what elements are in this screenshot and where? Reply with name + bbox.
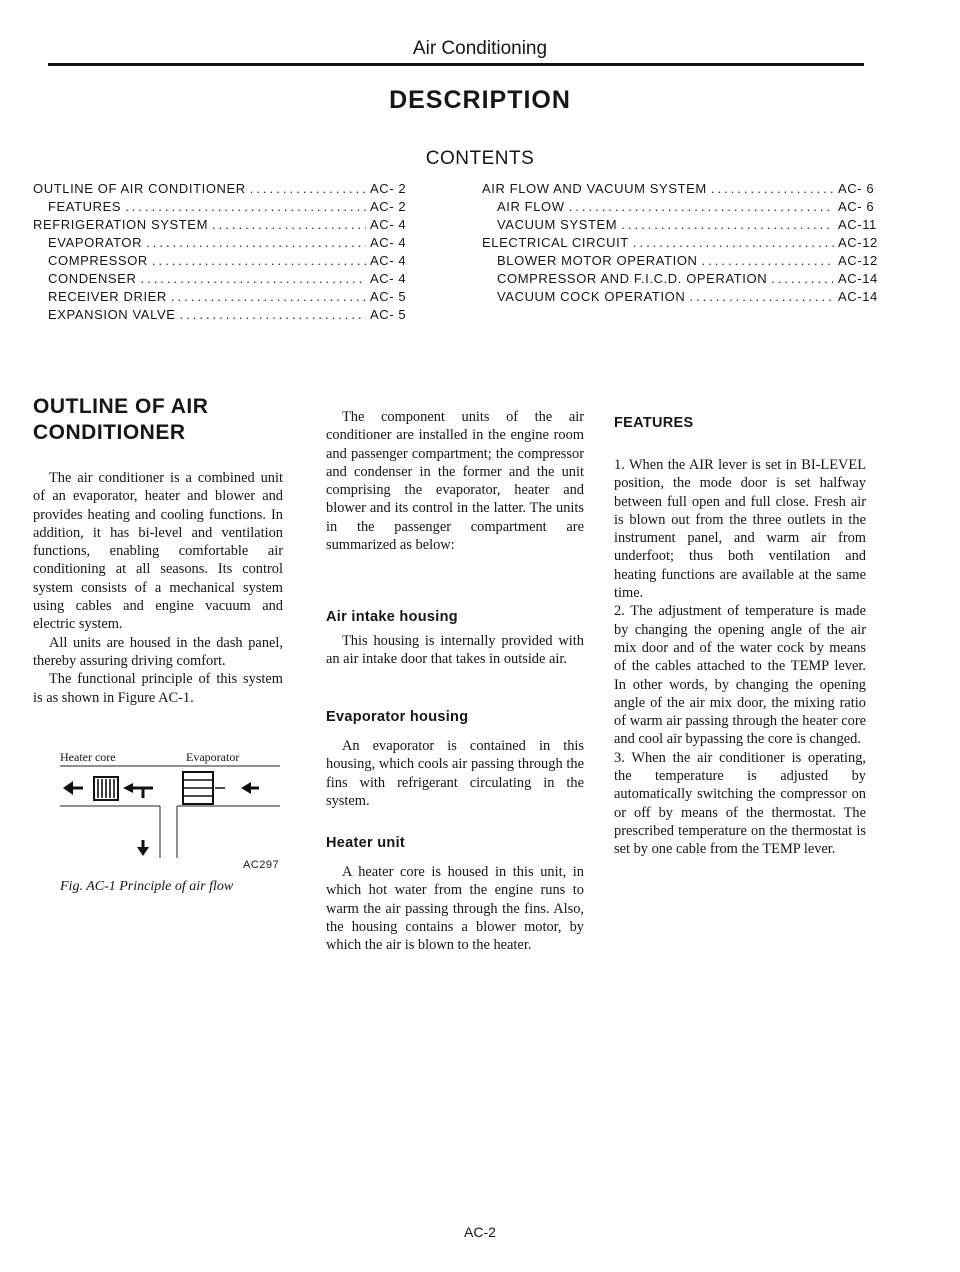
section-heading-heater-unit: Heater unit (326, 835, 406, 851)
outline-heading: OUTLINE OF AIR CONDITIONER (33, 395, 209, 444)
toc-entry (33, 181, 410, 199)
toc-entry (33, 217, 410, 235)
toc-leader (212, 217, 366, 232)
toc-entry (497, 217, 878, 235)
toc-label: EXPANSION VALVE (48, 307, 176, 322)
toc-page: AC-14 (838, 289, 878, 304)
header-rule (48, 63, 864, 66)
toc-page: AC- 4 (370, 235, 407, 250)
section-body-air-intake (326, 632, 584, 669)
toc-leader (250, 181, 366, 196)
feature-item: 3. When the air conditioner is operating, the temperature is adjusted by automatically switching the compressor on or off by means of the thermostat. The prescribed temperature on the thermostat is set by one cable from the TEMP lever. (614, 749, 866, 858)
heater-core-icon (94, 777, 118, 800)
toc-page: AC-12 (838, 235, 878, 250)
toc-leader (180, 307, 367, 322)
air-inlet-arrow-icon (241, 782, 259, 794)
toc-label: BLOWER MOTOR OPERATION (497, 253, 698, 268)
figure-label-evaporator: Evaporator (186, 750, 240, 764)
figure-caption: Fig. AC-1 Principle of air flow (60, 879, 234, 894)
intro-paragraph: The component units of the air conditioner are installed in the engine room and passenger compartment; the compressor and condenser in the former and the unit comprising the evaporator, heater and blower and its control in the latter. The units in the passenger compartment are summarized as below: (326, 409, 584, 554)
toc-page: AC- 5 (370, 289, 407, 304)
toc-entry (48, 289, 410, 307)
feature-item: 2. The adjustment of temperature is made by changing the opening angle of the air mix door and of the water cock by means of the cables attached to the TEMP lever. In other words, by changing the opening angle of the air mix door, the mixing ratio of warm air passing through the heater core and cool air bypassing the core is changed. (614, 603, 866, 748)
toc-leader (711, 181, 834, 196)
toc-label: OUTLINE OF AIR CONDITIONER (33, 181, 246, 196)
toc-page: AC- 4 (370, 253, 407, 268)
toc-page: AC-14 (838, 271, 878, 286)
outline-paragraph: All units are housed in the dash panel, thereby assuring driving comfort. (33, 634, 283, 669)
toc-entry (482, 181, 878, 199)
toc-leader (140, 271, 366, 286)
toc-leader (633, 235, 834, 250)
toc-label: REFRIGERATION SYSTEM (33, 217, 208, 232)
air-flow-diagram (55, 764, 290, 864)
toc-label: COMPRESSOR (48, 253, 148, 268)
toc-entry (48, 271, 410, 289)
toc-leader (689, 289, 834, 304)
toc-label: VACUUM SYSTEM (497, 217, 618, 232)
figure-code: AC297 (243, 859, 280, 871)
page-title: DESCRIPTION (389, 86, 571, 114)
toc-leader (702, 253, 834, 268)
toc-page: AC-11 (838, 217, 877, 232)
toc-leader (152, 253, 366, 268)
toc-entry (48, 235, 410, 253)
running-header: Air Conditioning (412, 38, 548, 59)
evaporator-icon (183, 772, 225, 804)
section-paragraph: A heater core is housed in this unit, in which hot water from the engine runs to warm the air passing through the fins. Also, the housing contains a blower motor, by which the air is blown to the heater. (326, 864, 584, 954)
toc-page: AC-12 (838, 253, 878, 268)
features-heading: FEATURES (614, 415, 694, 431)
toc-label: ELECTRICAL CIRCUIT (482, 235, 629, 250)
figure-label-heater-core: Heater core (60, 750, 116, 764)
middle-intro (326, 408, 584, 554)
air-inlet-arrow-icon (63, 781, 83, 795)
toc-label: RECEIVER DRIER (48, 289, 167, 304)
toc-leader (125, 199, 366, 214)
toc-label: AIR FLOW AND VACUUM SYSTEM (482, 181, 707, 196)
toc-leader (171, 289, 366, 304)
toc-page: AC- 5 (370, 307, 407, 322)
toc-entry (48, 253, 410, 271)
page-number: AC-2 (464, 1224, 496, 1240)
toc-entry (497, 199, 878, 217)
toc-entry (497, 271, 878, 289)
toc-leader (771, 271, 834, 286)
toc-label: VACUUM COCK OPERATION (497, 289, 686, 304)
toc-leader (569, 199, 834, 214)
toc-label: COMPRESSOR AND F.I.C.D. OPERATION (497, 271, 768, 286)
toc-entry (497, 253, 878, 271)
toc-label: FEATURES (48, 199, 122, 214)
section-heading-evaporator-housing: Evaporator housing (326, 709, 469, 725)
section-heading-air-intake: Air intake housing (326, 609, 458, 625)
feature-item: 1. When the AIR lever is set in BI-LEVEL position, the mode door is set halfway between full open and full close. Fresh air is blown out from the three outlets in the instrument panel, and warm air from underfoot; thus both ventilation and heating functions are available at the same time. (614, 457, 866, 602)
toc-entry (48, 199, 410, 217)
toc-label: EVAPORATOR (48, 235, 143, 250)
toc-page: AC- 4 (370, 271, 407, 286)
toc-page: AC- 2 (370, 181, 407, 196)
contents-heading: CONTENTS (425, 148, 535, 169)
toc-page: AC- 4 (370, 217, 407, 232)
outline-paragraph: The air conditioner is a combined unit of an evaporator, heater and blower and provides heating and cooling functions. In addition, it has bi-level and ventilation functions, enabling comfortable air conditioning at all seasons. Its control system consists of a mechanical system using cables and engine vacuum and electric system. (33, 470, 283, 633)
air-outlet-arrow-icon (137, 840, 149, 856)
section-body-heater-unit (326, 863, 584, 954)
toc-page: AC- 2 (370, 199, 407, 214)
toc-page: AC- 6 (838, 181, 875, 196)
section-body-evaporator-housing (326, 737, 584, 810)
toc-label: CONDENSER (48, 271, 137, 286)
toc-entry (48, 307, 410, 325)
section-paragraph: This housing is internally provided with an air intake door that takes in outside air. (326, 633, 584, 668)
features-list (614, 456, 866, 859)
toc-leader (146, 235, 366, 250)
toc-entry (482, 235, 878, 253)
outline-body (33, 469, 283, 707)
toc-leader (621, 217, 834, 232)
outline-paragraph: The functional principle of this system is as shown in Figure AC-1. (33, 671, 283, 706)
toc-entry (497, 289, 878, 307)
section-paragraph: An evaporator is contained in this housing, which cools air passing through the fins with refrigerant circulating in the system. (326, 738, 584, 809)
flow-junction-arrow-icon (123, 783, 153, 798)
toc-label: AIR FLOW (497, 199, 565, 214)
toc-page: AC- 6 (838, 199, 875, 214)
